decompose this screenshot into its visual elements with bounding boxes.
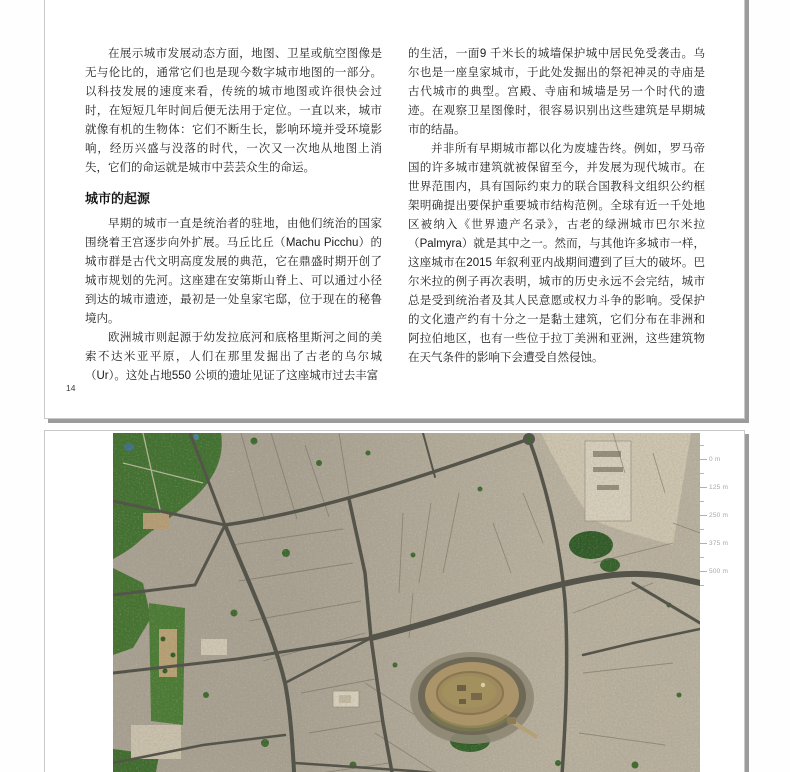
scale-minor-tick [700,473,704,474]
scale-label: 250 m [709,512,729,519]
scale-label: 0 m [709,456,721,463]
paragraph: 并非所有早期城市都以化为废墟告终。例如，罗马帝国的许多城市建筑就被保留至今，并发展为现代城市。在世界范围内，具有国际约束力的联合国教科文组织公约框架明确提出要保护重要城市结构范例。全球有近一千处地区被纳入《世界遗产名录》，古老的绿洲城市巴尔米拉（Palmyra）就是其中之一。然而，与其他许多城市一样，这座城市在2015 年叙利亚内战期间遭到了巨大的破坏。巴尔米拉的例子再次表明，城市的历史永远不会完结，城市总是受到统治者及其人民意愿或权力斗争的影响。受保护的文化遗产约有十分之一是黏土建筑，它们分布在非洲和阿拉伯地区，也有一些位于拉丁美洲和亚洲，这些建筑物在天气条件的影响下会遭受自然侵蚀。 [408,143,705,364]
paragraph: 早期的城市一直是统治者的驻地，由他们统治的国家围绕着王宫逐步向外扩展。马丘比丘（Machu Picchu）的城市群是古代文明高度发展的典范，它在鼎盛时期开创了城市规划的先河。这座建在安第斯山脊上、可以通过小径到达的城市遗迹，最初是一处皇家宅邸，位于现在的秘鲁境内。 [85,218,382,325]
paragraph: 在展示城市发展动态方面，地图、卫星或航空图像是无与伦比的，通常它们也是现今数字城市地图的一部分。以科技发展的速度来看，传统的城市地图或许很快会过时，在短短几年时间后便无法用于定位。一直以来，城市就像有机的生物体：它们不断生长，影响环境并受环境影响，经历兴盛与没落的时代，一次又一次地从地图上消失，它们的命运就是城市中芸芸众生的命运。 [85,48,382,174]
scale-mark [700,483,728,492]
book-page-text [44,0,745,419]
page-number: 14 [66,383,76,393]
scale-mark [700,511,728,520]
scale-label: 375 m [709,540,729,547]
scale-minor-tick [700,585,704,586]
text-column-right [408,45,705,386]
paragraph: 的生活，一面9 千米长的城墙保护城中居民免受袭击。乌尔也是一座皇家城市，于此处发掘出的祭祀神灵的寺庙是古代城市的典型。宫殿、寺庙和城墙是另一个时代的遗迹。在观察卫星图像时，很容易识别出这些建筑是早期城市的结晶。 [408,48,705,136]
scale-minor-tick [700,501,704,502]
scale-tick [700,487,707,488]
scale-tick [700,571,707,572]
scale-mark [700,539,728,548]
scale-minor-tick [700,557,704,558]
satellite-map-image [113,433,700,772]
scale-label: 500 m [709,568,729,575]
scale-tick [700,515,707,516]
book-page-figure [44,430,745,772]
scale-tick [700,543,707,544]
paragraph: 欧洲城市则起源于幼发拉底河和底格里斯河之间的美索不达米亚平原，人们在那里发掘出了古老的乌尔城（Ur）。这处占地550 公顷的遗址见证了这座城市过去丰富 [85,332,382,382]
scale-minor-tick [700,529,704,530]
scale-mark [700,455,720,464]
scale-minor-tick [700,445,704,446]
section-heading: 城市的起源 [85,191,151,206]
text-columns [85,45,705,386]
scale-mark [700,567,728,576]
text-column-left [85,45,382,386]
scale-label: 125 m [709,484,729,491]
scale-tick [700,459,707,460]
